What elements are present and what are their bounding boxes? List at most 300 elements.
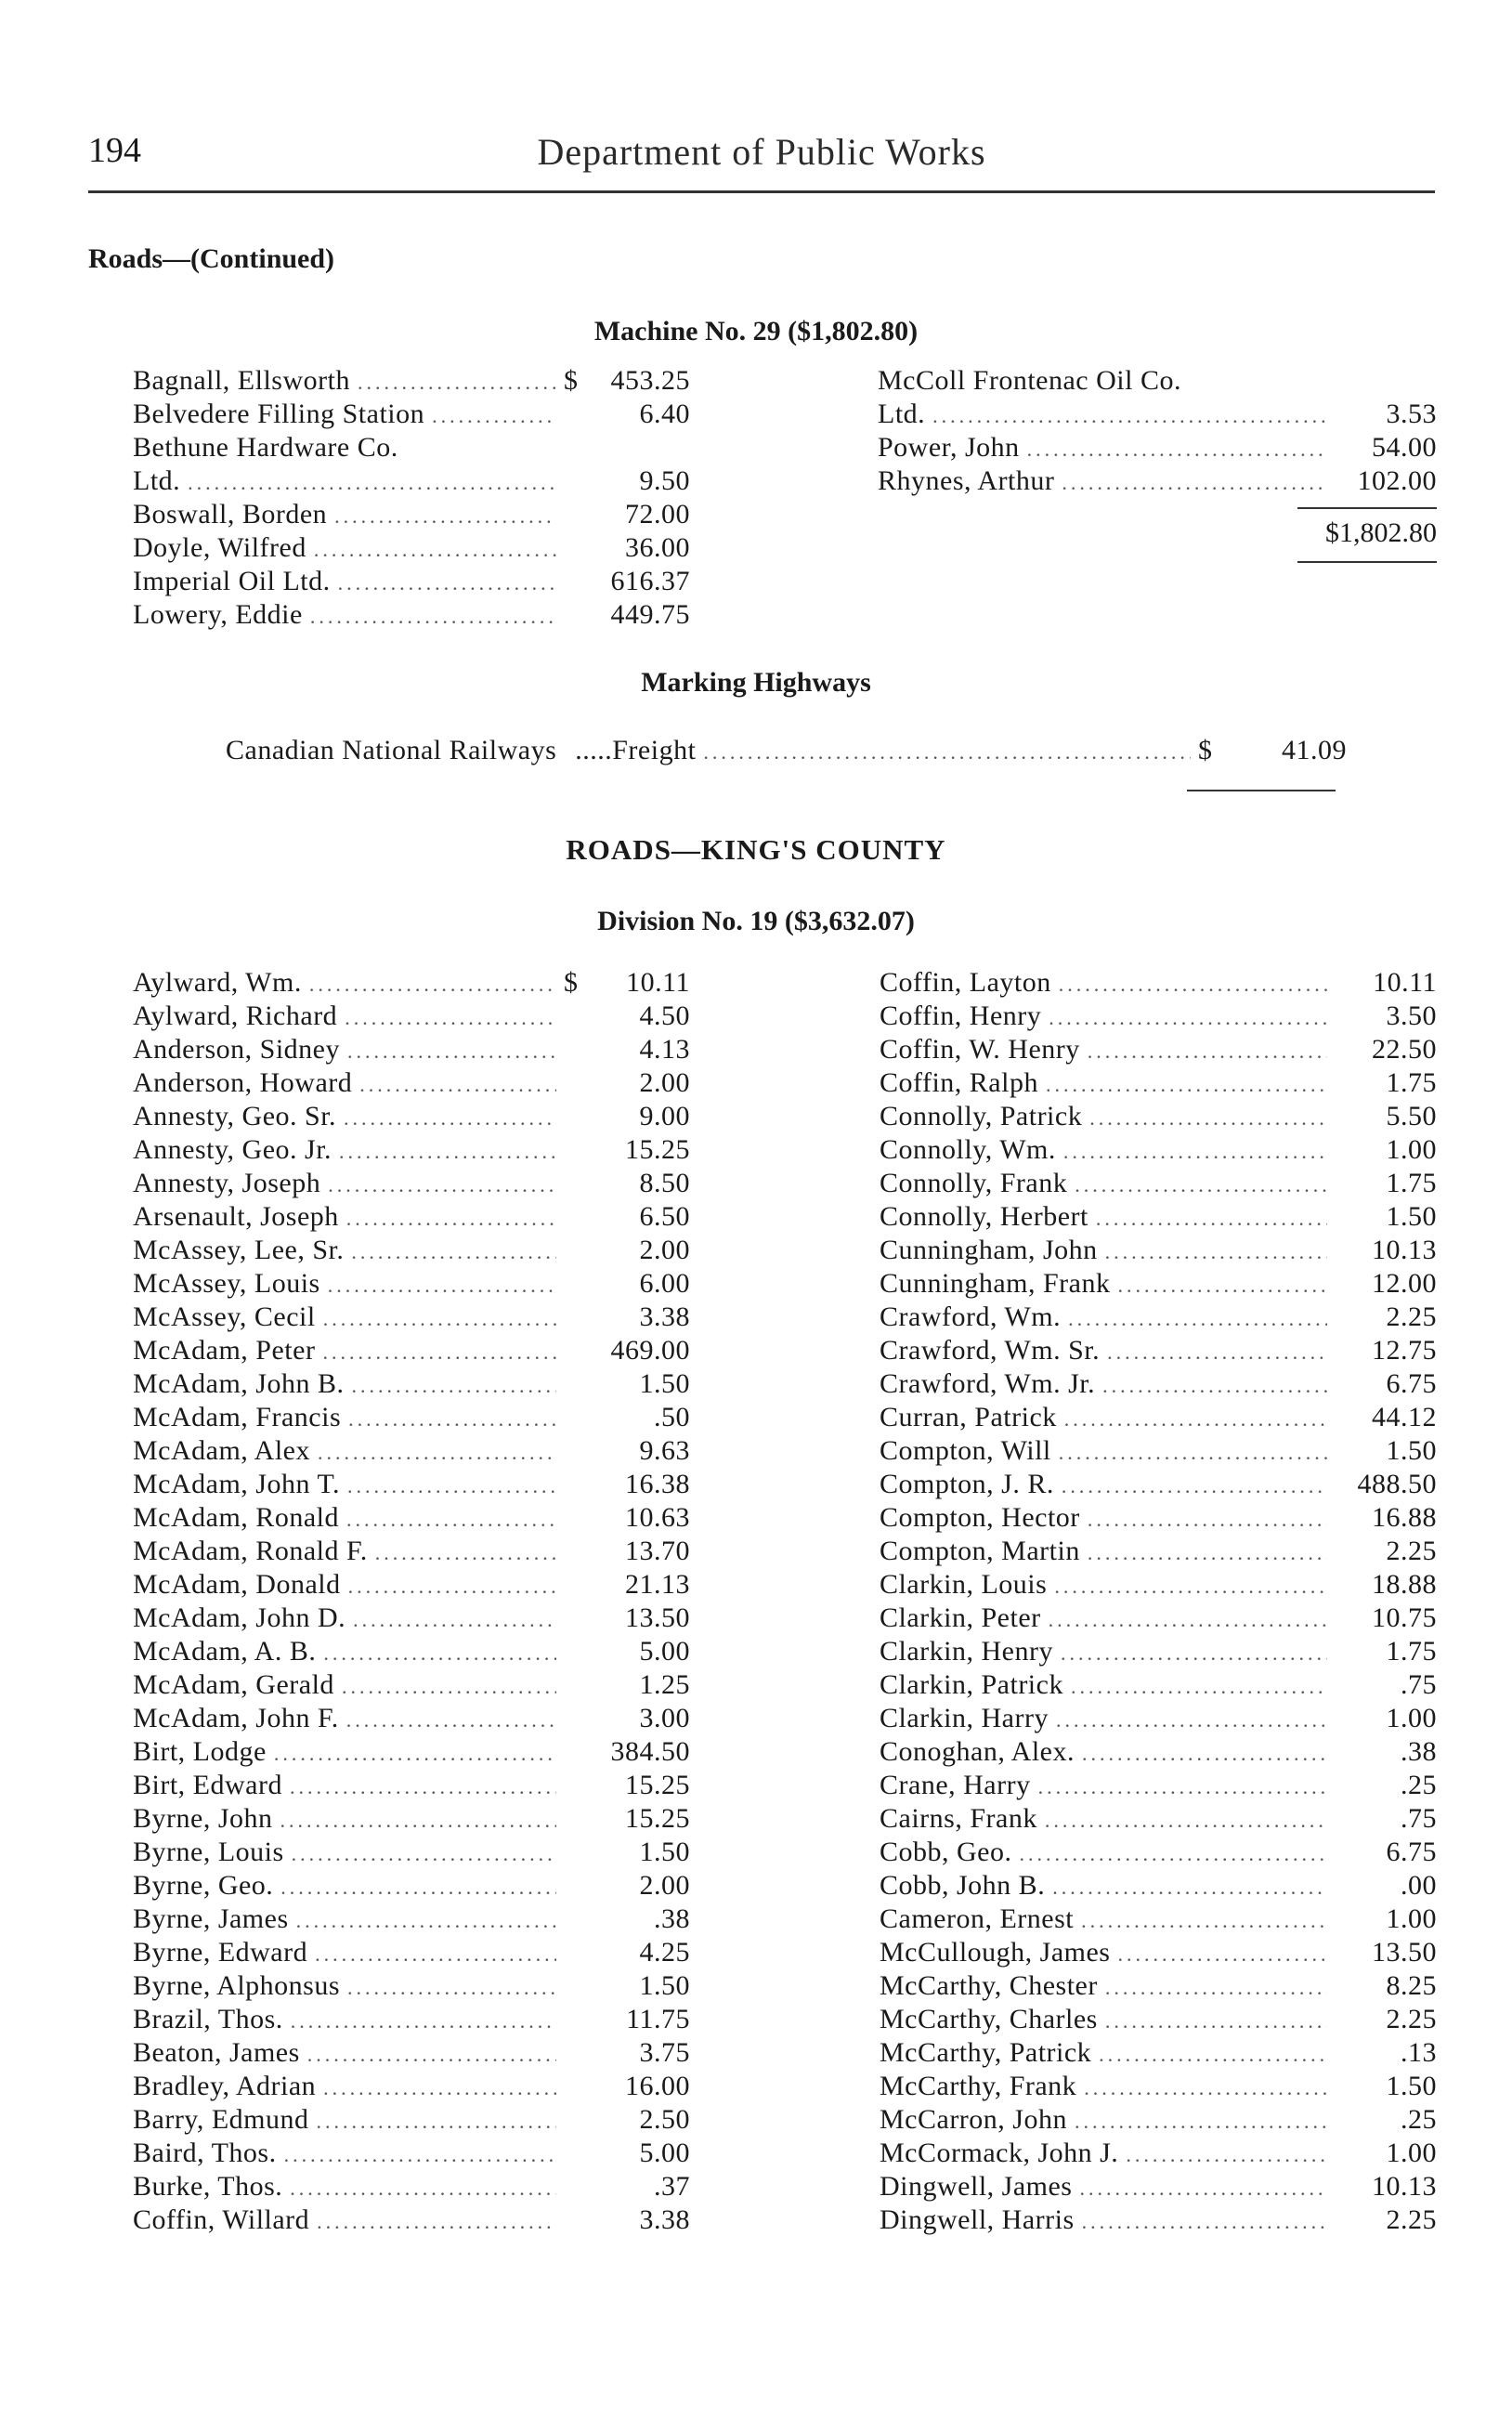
machine-total: $1,802.80 bbox=[1325, 517, 1437, 548]
amount: 10.13 bbox=[1372, 2171, 1437, 2202]
payee-name: Anderson, Sidney bbox=[133, 1034, 340, 1065]
payee-name: Connolly, Wm. bbox=[880, 1134, 1056, 1165]
leader-dots bbox=[1020, 1837, 1328, 1871]
payee-name: Belvedere Filling Station bbox=[133, 399, 425, 429]
amount: .25 bbox=[1401, 2104, 1437, 2135]
ledger-row bbox=[880, 1668, 1437, 1702]
leader-dots bbox=[290, 1771, 556, 1804]
amount: 1.00 bbox=[1386, 2138, 1437, 2168]
ledger-row bbox=[133, 2170, 690, 2203]
leader-dots bbox=[1062, 466, 1327, 500]
page-header bbox=[88, 130, 1435, 177]
payee-name: Dingwell, Harris bbox=[880, 2204, 1075, 2235]
payee-name: Clarkin, Henry bbox=[880, 1636, 1053, 1667]
freight-row bbox=[226, 734, 1347, 767]
ledger-row bbox=[133, 1434, 690, 1468]
ledger-row bbox=[133, 431, 690, 464]
amount: 6.50 bbox=[639, 1201, 690, 1232]
ledger-row bbox=[880, 1301, 1437, 1334]
payee-name: Crawford, Wm. Jr. bbox=[880, 1368, 1096, 1399]
leader-dots bbox=[323, 1302, 556, 1336]
ledger-row bbox=[133, 2070, 690, 2103]
leader-dots bbox=[1088, 1536, 1327, 1570]
freight-line bbox=[226, 734, 1347, 767]
leader-dots bbox=[1118, 1938, 1328, 1971]
payee-name: McAdam, A. B. bbox=[133, 1636, 317, 1667]
amount: 72.00 bbox=[625, 499, 690, 530]
amount: 15.25 bbox=[625, 1770, 690, 1800]
ledger-row bbox=[133, 2203, 690, 2237]
leader-dots bbox=[1049, 1001, 1327, 1035]
payee-name: Bagnall, Ellsworth bbox=[133, 365, 350, 396]
amount: 36.00 bbox=[625, 532, 690, 563]
payee-name: Birt, Edward bbox=[133, 1770, 282, 1800]
ledger-row bbox=[133, 1367, 690, 1401]
leader-dots bbox=[348, 1403, 556, 1436]
ledger-row bbox=[880, 1602, 1437, 1635]
payee-name: Crane, Harry bbox=[880, 1770, 1031, 1800]
payee-name: Aylward, Wm. bbox=[133, 967, 302, 998]
ledger-row bbox=[880, 1133, 1437, 1167]
leader-dots bbox=[339, 1135, 556, 1169]
leader-dots bbox=[1081, 1904, 1327, 1938]
ledger-row bbox=[133, 1735, 690, 1769]
amount: .13 bbox=[1401, 2037, 1437, 2068]
ledger-row bbox=[133, 498, 690, 531]
ledger-row bbox=[133, 1468, 690, 1501]
ledger-row bbox=[133, 1267, 690, 1301]
leader-dots bbox=[347, 1035, 556, 1068]
ledger-row bbox=[133, 966, 690, 1000]
amount: 1.75 bbox=[1386, 1168, 1437, 1198]
ledger-row bbox=[880, 2170, 1437, 2203]
amount: .00 bbox=[1401, 1870, 1437, 1901]
leader-dots bbox=[1089, 1102, 1327, 1135]
amount: 18.88 bbox=[1372, 1569, 1437, 1600]
payee-name: Annesty, Geo. Sr. bbox=[133, 1101, 337, 1131]
amount: 6.00 bbox=[639, 1268, 690, 1299]
amount: 102.00 bbox=[1357, 465, 1437, 496]
ledger-row bbox=[133, 1033, 690, 1066]
payee-name: Compton, Will bbox=[880, 1435, 1051, 1466]
ledger-row bbox=[878, 431, 1437, 464]
leader-dots bbox=[353, 1603, 556, 1637]
payee-name: Birt, Lodge bbox=[133, 1736, 267, 1767]
leader-dots bbox=[1054, 1570, 1327, 1603]
amount: 1.50 bbox=[1386, 1201, 1437, 1232]
ledger-row bbox=[880, 1836, 1437, 1869]
freight-payee: Canadian National Railways bbox=[226, 735, 557, 765]
leader-dots bbox=[274, 1737, 556, 1771]
payee-name: McAdam, John B. bbox=[133, 1368, 345, 1399]
payee-name: McAdam, John D. bbox=[133, 1602, 346, 1633]
payee-name: Byrne, Louis bbox=[133, 1837, 284, 1867]
ledger-row bbox=[880, 1501, 1437, 1535]
amount: 3.38 bbox=[639, 1301, 690, 1332]
amount: 13.50 bbox=[625, 1602, 690, 1633]
amount: 44.12 bbox=[1372, 1402, 1437, 1432]
ledger-row bbox=[878, 464, 1437, 498]
amount: .37 bbox=[654, 2171, 690, 2202]
amount: 9.63 bbox=[639, 1435, 690, 1466]
amount: 1.00 bbox=[1386, 1903, 1437, 1934]
amount: 616.37 bbox=[610, 566, 690, 596]
ledger-row bbox=[880, 1167, 1437, 1200]
amount: 16.00 bbox=[625, 2071, 690, 2101]
payee-name: McCarron, John bbox=[880, 2104, 1067, 2135]
leader-dots bbox=[348, 1570, 556, 1603]
ledger-row bbox=[133, 1133, 690, 1167]
ledger-row bbox=[880, 1735, 1437, 1769]
ledger-row bbox=[880, 1066, 1437, 1100]
leader-dots bbox=[1075, 1169, 1327, 1202]
amount: 1.25 bbox=[639, 1669, 690, 1700]
payee-name: McAdam, Ronald bbox=[133, 1502, 339, 1533]
machine-left-column bbox=[133, 364, 690, 632]
payee-name: Curran, Patrick bbox=[880, 1402, 1057, 1432]
amount: 1.75 bbox=[1386, 1067, 1437, 1098]
ledger-row bbox=[133, 531, 690, 565]
leader-dots bbox=[1027, 433, 1327, 466]
payee-name: Ltd. bbox=[133, 465, 181, 496]
amount: 4.25 bbox=[639, 1937, 690, 1968]
ledger-row bbox=[880, 1334, 1437, 1367]
leader-dots bbox=[346, 1202, 556, 1236]
payee-name: Coffin, Henry bbox=[880, 1000, 1042, 1031]
leader-dots bbox=[347, 1470, 556, 1503]
amount: 5.50 bbox=[1386, 1101, 1437, 1131]
leader-dots bbox=[280, 1804, 557, 1837]
ledger-row bbox=[133, 565, 690, 598]
payee-name: McColl Frontenac Oil Co. bbox=[878, 365, 1181, 396]
payee-name: Cobb, John B. bbox=[880, 1870, 1046, 1901]
payee-name: McAdam, Francis bbox=[133, 1402, 342, 1432]
running-title: Department of Public Works bbox=[537, 131, 986, 173]
payee-name: McAssey, Louis bbox=[133, 1268, 320, 1299]
ledger-row bbox=[880, 1401, 1437, 1434]
leader-dots bbox=[1061, 1637, 1327, 1670]
payee-name: Byrne, Geo. bbox=[133, 1870, 274, 1901]
ledger-row bbox=[133, 1969, 690, 2003]
freight-purpose: Freight bbox=[612, 735, 697, 765]
amount: 54.00 bbox=[1372, 432, 1437, 463]
freight-total-rule bbox=[1187, 790, 1336, 791]
ledger-row bbox=[880, 2103, 1437, 2137]
ledger-row bbox=[133, 1301, 690, 1334]
leader-dots bbox=[1102, 1369, 1327, 1403]
amount: 1.50 bbox=[639, 1970, 690, 2001]
payee-name: McAdam, Gerald bbox=[133, 1669, 334, 1700]
amount: 2.00 bbox=[639, 1870, 690, 1901]
amount: 4.50 bbox=[639, 1000, 690, 1031]
ledger-row bbox=[133, 2137, 690, 2170]
leader-dots bbox=[290, 2172, 556, 2205]
amount: 5.00 bbox=[639, 1636, 690, 1667]
ledger-row bbox=[133, 1000, 690, 1033]
amount: .75 bbox=[1401, 1803, 1437, 1834]
amount: 4.13 bbox=[639, 1034, 690, 1065]
payee-name: Ltd. bbox=[878, 399, 926, 429]
payee-name: McAdam, Donald bbox=[133, 1569, 341, 1600]
payee-name: McCarthy, Frank bbox=[880, 2071, 1077, 2101]
payee-name: McCarthy, Charles bbox=[880, 2004, 1098, 2034]
payee-name: Coffin, W. Henry bbox=[880, 1034, 1080, 1065]
leader-dots bbox=[315, 1938, 556, 1971]
ledger-row bbox=[878, 364, 1437, 398]
amount: 1.50 bbox=[639, 1368, 690, 1399]
payee-name: Conoghan, Alex. bbox=[880, 1736, 1075, 1767]
payee-name: Barry, Edmund bbox=[133, 2104, 309, 2135]
payee-name: Beaton, James bbox=[133, 2037, 300, 2068]
leader-dots bbox=[317, 2105, 556, 2138]
leader-dots bbox=[323, 2072, 556, 2105]
leader-dots bbox=[1105, 1236, 1327, 1269]
leader-dots bbox=[1088, 1035, 1327, 1068]
leader-dots bbox=[1038, 1771, 1327, 1804]
ledger-row bbox=[133, 1234, 690, 1267]
leader-dots bbox=[1063, 1135, 1327, 1169]
amount: 1.50 bbox=[1386, 2071, 1437, 2101]
leader-dots bbox=[345, 1001, 556, 1035]
leader-dots bbox=[1118, 1269, 1328, 1302]
marking-highways-heading: Marking Highways bbox=[641, 667, 871, 698]
leader-dots bbox=[1059, 968, 1327, 1001]
leader-dots bbox=[1068, 1302, 1327, 1336]
leader-dots bbox=[1062, 1470, 1327, 1503]
leader-dots bbox=[322, 1336, 556, 1369]
total-rule bbox=[1297, 561, 1437, 563]
ledger-row bbox=[880, 2036, 1437, 2070]
ledger-row bbox=[880, 966, 1437, 1000]
leader-dots bbox=[280, 1871, 556, 1904]
ledger-row bbox=[133, 2036, 690, 2070]
ledger-row bbox=[880, 1869, 1437, 1903]
leader-dots bbox=[296, 1904, 556, 1938]
amount: 453.25 bbox=[610, 365, 690, 396]
amount: 12.75 bbox=[1372, 1335, 1437, 1366]
ledger-row bbox=[880, 1200, 1437, 1234]
leader-dots bbox=[932, 399, 1327, 433]
payee-name: McCarthy, Chester bbox=[880, 1970, 1098, 2001]
leader-dots bbox=[344, 1102, 556, 1135]
freight-dots-a: ..... bbox=[575, 735, 613, 765]
payee-name: Brazil, Thos. bbox=[133, 2004, 283, 2034]
payee-name: McCullough, James bbox=[880, 1937, 1111, 1968]
amount: 3.00 bbox=[639, 1703, 690, 1733]
amount: 3.50 bbox=[1386, 1000, 1437, 1031]
amount: 10.13 bbox=[1372, 1235, 1437, 1265]
amount: 8.25 bbox=[1386, 1970, 1437, 2001]
leader-dots bbox=[307, 2038, 556, 2072]
ledger-row bbox=[133, 1167, 690, 1200]
payee-name: Compton, Hector bbox=[880, 1502, 1080, 1533]
payee-name: Crawford, Wm. Sr. bbox=[880, 1335, 1101, 1366]
ledger-row bbox=[133, 1769, 690, 1802]
payee-name: Cameron, Ernest bbox=[880, 1903, 1075, 1934]
leader-dots bbox=[1107, 1336, 1327, 1369]
amount: 13.70 bbox=[625, 1536, 690, 1566]
leader-dots bbox=[334, 500, 556, 533]
amount: 10.63 bbox=[625, 1502, 690, 1533]
ledger-row bbox=[880, 1033, 1437, 1066]
amount: 11.75 bbox=[626, 2004, 690, 2034]
payee-name: Cobb, Geo. bbox=[880, 1837, 1012, 1867]
leader-dots bbox=[1082, 2205, 1327, 2239]
payee-name: McAdam, Ronald F. bbox=[133, 1536, 368, 1566]
leader-dots bbox=[1088, 1503, 1327, 1536]
amount: 1.50 bbox=[639, 1837, 690, 1867]
amount: 2.00 bbox=[639, 1067, 690, 1098]
ledger-row bbox=[133, 1903, 690, 1936]
payee-name: McAdam, Alex bbox=[133, 1435, 310, 1466]
kings-left-column bbox=[133, 966, 690, 2237]
amount: 15.25 bbox=[625, 1134, 690, 1165]
ledger-row bbox=[880, 1267, 1437, 1301]
leader-dots bbox=[359, 1068, 556, 1102]
amount: 384.50 bbox=[610, 1736, 690, 1767]
amount: 1.00 bbox=[1386, 1703, 1437, 1733]
leader-dots bbox=[284, 2138, 556, 2172]
ledger-row bbox=[133, 464, 690, 498]
amount: 1.75 bbox=[1386, 1636, 1437, 1667]
payee-name: Arsenault, Joseph bbox=[133, 1201, 339, 1232]
leader-dots bbox=[1105, 2005, 1327, 2038]
payee-name: Clarkin, Harry bbox=[880, 1703, 1049, 1733]
payee-name: McAdam, John F. bbox=[133, 1703, 339, 1733]
ledger-row bbox=[133, 1802, 690, 1836]
leader-dots bbox=[328, 1169, 556, 1202]
payee-name: Cairns, Frank bbox=[880, 1803, 1037, 1834]
amount: 2.25 bbox=[1386, 1536, 1437, 1566]
payee-name: Aylward, Richard bbox=[133, 1000, 338, 1031]
ledger-row bbox=[880, 1234, 1437, 1267]
leader-dots bbox=[1075, 2105, 1327, 2138]
amount: 469.00 bbox=[610, 1335, 690, 1366]
leader-dots bbox=[1056, 1704, 1327, 1737]
amount: 3.53 bbox=[1386, 399, 1437, 429]
ledger-row bbox=[880, 1969, 1437, 2003]
payee-name: Connolly, Patrick bbox=[880, 1101, 1083, 1131]
ledger-row bbox=[880, 2070, 1437, 2103]
leader-dots bbox=[1096, 1202, 1327, 1236]
leader-dots bbox=[432, 399, 556, 433]
freight-amount: 41.09 bbox=[1282, 735, 1347, 765]
ledger-row bbox=[133, 598, 690, 632]
ledger-row bbox=[133, 1568, 690, 1602]
ledger-row bbox=[133, 364, 690, 398]
payee-name: Power, John bbox=[878, 432, 1020, 463]
leader-dots bbox=[291, 2005, 556, 2038]
payee-name: Annesty, Joseph bbox=[133, 1168, 321, 1198]
payee-name: Rhynes, Arthur bbox=[878, 465, 1055, 496]
ledger-row bbox=[880, 1000, 1437, 1033]
ledger-row bbox=[880, 1100, 1437, 1133]
payee-name: Bradley, Adrian bbox=[133, 2071, 317, 2101]
leader-dots bbox=[1126, 2138, 1327, 2172]
machine-heading: Machine No. 29 ($1,802.80) bbox=[593, 316, 919, 347]
subtotal-rule bbox=[1297, 507, 1437, 509]
payee-name: Clarkin, Louis bbox=[880, 1569, 1048, 1600]
payee-name: Dingwell, James bbox=[880, 2171, 1073, 2202]
payee-name: Cunningham, John bbox=[880, 1235, 1098, 1265]
ledger-row bbox=[133, 2003, 690, 2036]
ledger-row bbox=[133, 1602, 690, 1635]
amount: 12.00 bbox=[1372, 1268, 1437, 1299]
payee-name: Burke, Thos. bbox=[133, 2171, 283, 2202]
division-heading: Division No. 19 ($3,632.07) bbox=[597, 906, 915, 936]
leader-dots bbox=[1071, 1670, 1327, 1704]
amount: 3.75 bbox=[639, 2037, 690, 2068]
header-rule bbox=[88, 190, 1435, 193]
amount: 6.40 bbox=[639, 399, 690, 429]
amount: 21.13 bbox=[625, 1569, 690, 1600]
payee-name: Anderson, Howard bbox=[133, 1067, 353, 1098]
leader-dots bbox=[1084, 2072, 1327, 2105]
leader-dots bbox=[346, 1503, 556, 1536]
payee-name: Clarkin, Patrick bbox=[880, 1669, 1063, 1700]
currency-sign: $ bbox=[564, 967, 579, 998]
leader-dots bbox=[342, 1670, 556, 1704]
leader-dots bbox=[347, 1971, 556, 2005]
ledger-row bbox=[880, 2137, 1437, 2170]
leader-dots bbox=[314, 533, 556, 567]
leader-dots bbox=[328, 1269, 556, 1302]
amount: .75 bbox=[1401, 1669, 1437, 1700]
payee-name: McAssey, Lee, Sr. bbox=[133, 1235, 345, 1265]
ledger-row bbox=[880, 1802, 1437, 1836]
payee-name: Boswall, Borden bbox=[133, 499, 328, 530]
kings-county-heading: ROADS—KING'S COUNTY bbox=[566, 833, 946, 866]
payee-name: Byrne, Edward bbox=[133, 1937, 308, 1968]
ledger-row bbox=[133, 1501, 690, 1535]
leader-dots bbox=[188, 466, 556, 500]
leader-dots bbox=[317, 2205, 556, 2239]
payee-name: McAdam, Peter bbox=[133, 1335, 316, 1366]
amount: 8.50 bbox=[639, 1168, 690, 1198]
amount: .38 bbox=[654, 1903, 690, 1934]
amount: 449.75 bbox=[610, 599, 690, 630]
ledger-row bbox=[880, 1367, 1437, 1401]
leader-dots bbox=[703, 736, 1191, 769]
payee-name: McAssey, Cecil bbox=[133, 1301, 316, 1332]
ledger-row bbox=[880, 1434, 1437, 1468]
payee-name: Compton, J. R. bbox=[880, 1469, 1054, 1499]
leader-dots bbox=[1064, 1403, 1327, 1436]
leader-dots bbox=[309, 968, 556, 1001]
amount: 488.50 bbox=[1357, 1469, 1437, 1499]
ledger-row bbox=[133, 1535, 690, 1568]
amount: 15.25 bbox=[625, 1803, 690, 1834]
page-number: 194 bbox=[88, 131, 141, 170]
leader-dots bbox=[292, 1837, 556, 1871]
leader-dots bbox=[310, 600, 556, 634]
amount: 16.88 bbox=[1372, 1502, 1437, 1533]
payee-name: Coffin, Willard bbox=[133, 2204, 310, 2235]
amount: .25 bbox=[1401, 1770, 1437, 1800]
leader-dots bbox=[1059, 1436, 1327, 1470]
leader-dots bbox=[375, 1536, 556, 1570]
amount: 2.25 bbox=[1386, 1301, 1437, 1332]
payee-name: Byrne, Alphonsus bbox=[133, 1970, 341, 2001]
ledger-row bbox=[133, 1334, 690, 1367]
amount: 6.75 bbox=[1386, 1837, 1437, 1867]
leader-dots bbox=[1099, 2038, 1327, 2072]
leader-dots bbox=[1105, 1971, 1327, 2005]
ledger-row bbox=[880, 2203, 1437, 2237]
amount: 2.50 bbox=[639, 2104, 690, 2135]
ledger-row bbox=[880, 1468, 1437, 1501]
payee-name: Doyle, Wilfred bbox=[133, 532, 306, 563]
